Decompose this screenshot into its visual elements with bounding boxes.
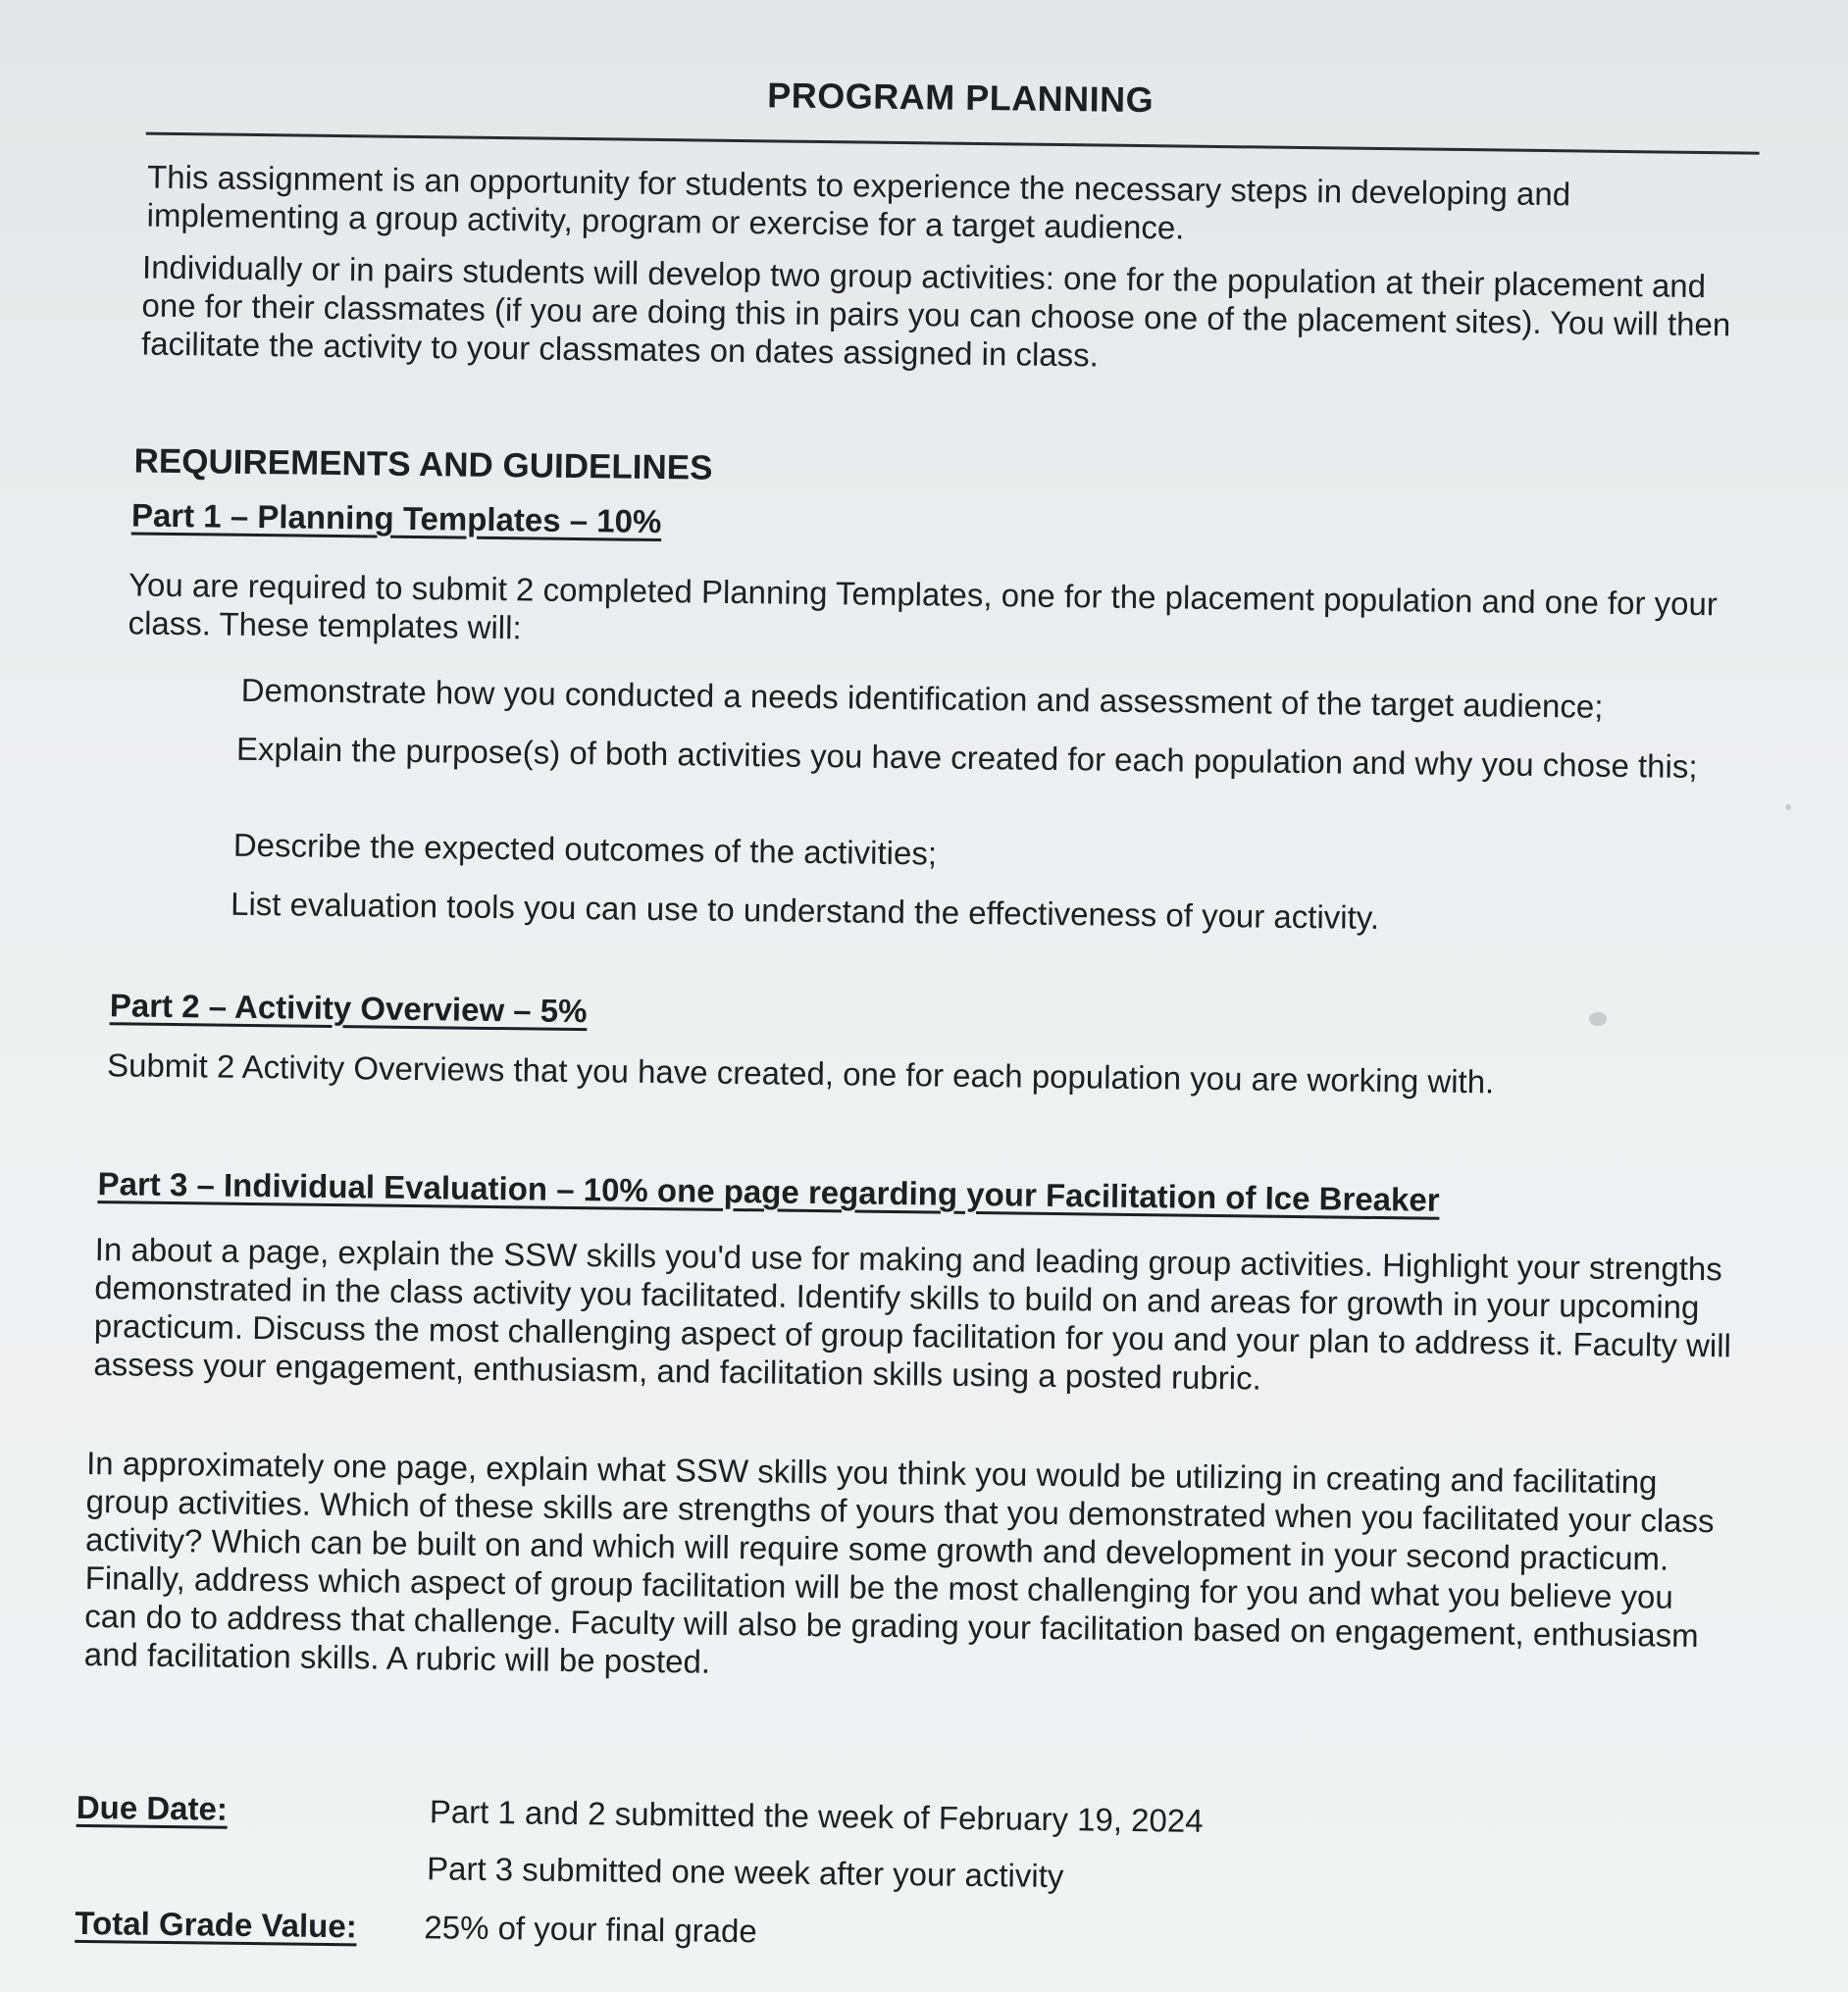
part2-title: Part 2 – Activity Overview – 5%: [109, 987, 588, 1030]
part1-item: Explain the purpose(s) of both activities you have created for each population and why you chose this;: [235, 730, 1698, 785]
part2-text: Submit 2 Activity Overviews that you have created, one for each population you are working with.: [106, 1047, 1495, 1100]
intro-paragraph-1: This assignment is an opportunity for students to experience the necessary steps in developing and implementing a group activity, program or exercise for a target audience.: [146, 158, 1571, 246]
total-grade-label: Total Grade Value:: [75, 1904, 357, 1945]
document-sheet: [75, 29, 1785, 1992]
requirements-heading: REQUIREMENTS AND GUIDELINES: [133, 441, 713, 487]
intro-paragraph-2: Individually or in pairs students will develop two group activities: one for the population at their placement and one for their classmates (if you are doing this in pairs you can choose one of the placement sites). You will then facilitate the activity to your classmates on dates assigned in class.: [140, 248, 1731, 374]
part3-paragraph-2: In approximately one page, explain what SSW skills you think you would be utilizing in creating and facilitating group activities. Which of these skills are strengths of yours that you demonstrated when you facilitated your class activity? Which can be built on and which will require some growth and development in your second practicum. Finally, address which aspect of group facilitation will be the most challenging for you and what you believe you can do to address that challenge. Faculty will also be grading your facilitation based on engagement, enthusiasm and facilitation skills. A rubric will be posted.: [83, 1444, 1715, 1680]
part1-text: You are required to submit 2 completed Planning Templates, one for the placement population and one for your class. These templates will:: [128, 566, 1719, 646]
due-date-line: Part 1 and 2 submitted the week of February 19, 2024: [429, 1793, 1204, 1839]
page-title: PROGRAM PLANNING: [766, 75, 1155, 121]
screen-speck: [1785, 804, 1791, 810]
part1-item: Describe the expected outcomes of the activities;: [232, 826, 938, 872]
part1-item: List evaluation tools you can use to understand the effectiveness of your activity.: [230, 885, 1380, 937]
part3-paragraph-1: In about a page, explain the SSW skills you'd use for making and leading group activities. Highlight your strengths demonstrated in the class activity you facilitated. Identify skills to build on and areas for growth in your upcoming practicum. Discuss the most challenging aspect of group facilitation for you and your plan to address it. Faculty will assess your engagement, enthusiasm, and facilitation skills using a posted rubric.: [93, 1231, 1732, 1397]
due-date-line: Part 3 submitted one week after your activity: [426, 1850, 1064, 1895]
title-divider: [146, 132, 1760, 155]
part1-title: Part 1 – Planning Templates – 10%: [130, 496, 662, 540]
part1-item: Demonstrate how you conducted a needs identification and assessment of the target audience;: [240, 671, 1604, 725]
total-grade-value: 25% of your final grade: [424, 1909, 757, 1950]
due-date-label: Due Date:: [76, 1788, 229, 1827]
screen-smudge: [1589, 1012, 1607, 1026]
part3-title: Part 3 – Individual Evaluation – 10% one page regarding your Facilitation of Ice Breaker: [97, 1165, 1440, 1218]
